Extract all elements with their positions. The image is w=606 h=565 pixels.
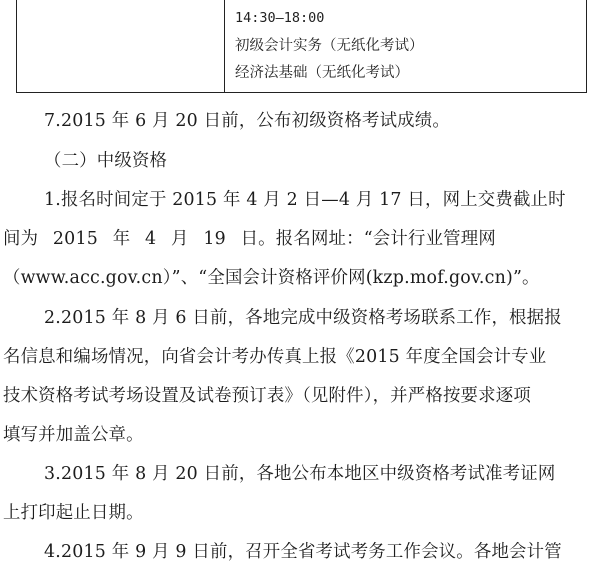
paragraph-3-line-1: 3.2015 年 8 月 20 日前，各地公布本地区中级资格考试准考证网 [44, 464, 556, 484]
paragraph-4-line-1: 4.2015 年 9 月 9 日前，召开全省考试考务工作会议。各地会计管 [44, 542, 562, 562]
exam-time-cell: 14:30—18:00 [235, 10, 325, 26]
paragraph-1-line-3: （www.acc.gov.cn）”、“全国会计资格评价网(kzp.mof.gov.cn)”。 [3, 268, 540, 288]
table-column-divider [224, 0, 225, 92]
paragraph-1-line-2: 间为 2015 年 4 月 19 日。报名网址：“会计行业管理网 [3, 229, 496, 249]
paragraph-2-line-1: 2.2015 年 8 月 6 日前，各地完成中级资格考场联系工作，根据报 [44, 308, 562, 328]
paragraph-2-line-3: 技术资格考试考场设置及试卷预订表》（见附件），并严格按要求逐项 [3, 386, 531, 406]
paragraph-2-line-2: 名信息和编场情况，向省会计考办传真上报《2015 年度全国会计专业 [3, 347, 547, 367]
schedule-table-fragment [16, 0, 587, 93]
paragraph-3-line-2: 上打印起止日期。 [3, 503, 144, 523]
section-heading-intermediate: （二）中级资格 [44, 151, 168, 171]
exam-subject-1: 初级会计实务（无纸化考试） [235, 38, 424, 54]
paragraph-7: 7.2015 年 6 月 20 日前，公布初级资格考试成绩。 [44, 111, 450, 131]
paragraph-2-line-4: 填写并加盖公章。 [3, 425, 144, 445]
paragraph-1-line-1: 1.报名时间定于 2015 年 4 月 2 日—4 月 17 日，网上交费截止时 [44, 190, 566, 210]
exam-subject-2: 经济法基础（无纸化考试） [235, 65, 409, 81]
